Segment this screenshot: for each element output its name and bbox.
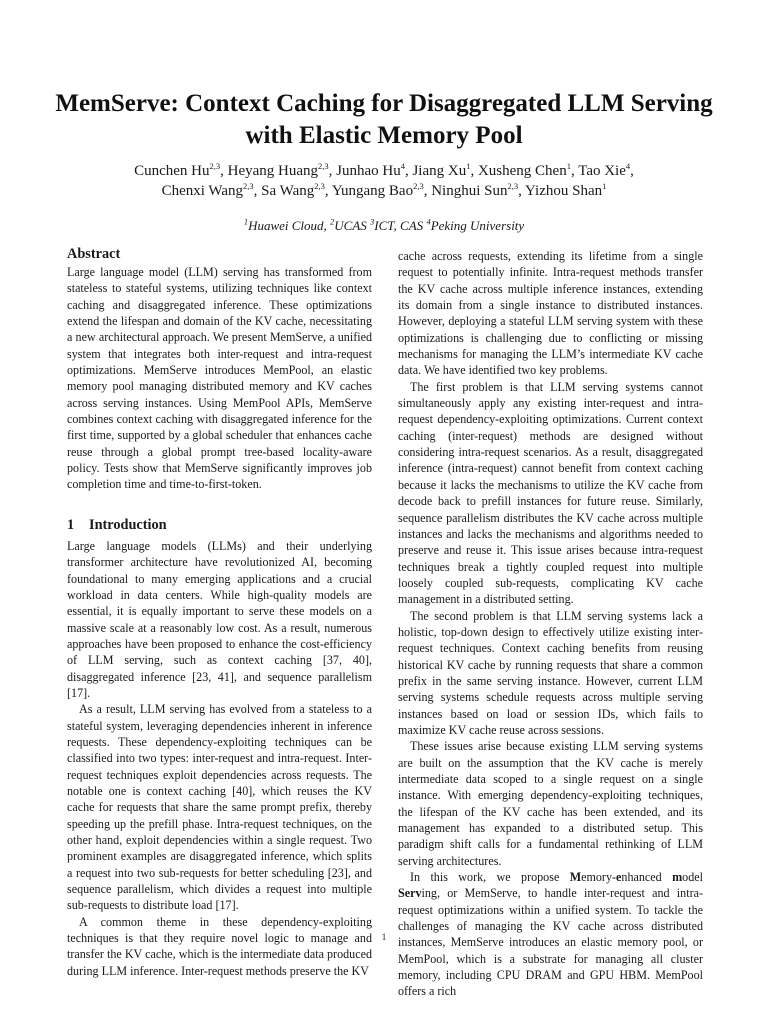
author: Heyang Huang$^{2,3}$, <box>227 161 337 179</box>
affiliation: $^1$Huawei Cloud, <box>243 216 331 233</box>
author: Chenxi Wang$^{2,3}$, <box>161 181 262 199</box>
author: Junhao Hu$^4$, <box>336 161 413 179</box>
body-paragraph: In this work, we propose Memory-enhanced model Serving, or MemServe, to handle inter-request and intra-request optimizations within a unified system. To tackle the challenges of managing the KV cache across distributed instances, MemServe introduces an elastic memory pool, or MemPool, which is a substrate for managing all cluster memory, including CPU DRAM and GPU HBM. MemPool offers a rich <box>398 870 703 999</box>
author: Cunchen Hu$^{2,3}$, <box>134 161 228 179</box>
author: Xusheng Chen$^1$, <box>477 161 579 179</box>
author-line-2 <box>40 181 728 201</box>
author: Tao Xie$^4$, <box>578 161 634 179</box>
abstract-text: Large language model (LLM) serving has transformed from stateless to stateful systems, utilizing techniques like context caching and disaggregated inference. These optimizations extend the lifespan and domain of the KV cache, necessitating a new architectural approach. We present MemServe, a unified system that integrates both inter-request and intra-request optimizations. MemServe introduces MemPool, an elastic memory pool managing distributed memory and KV caches across serving instances. Using MemPool APIs, MemServe combines context caching with disaggregated inference for the first time, supported by a global scheduler that enhances cache reuse through a global prompt tree-based locality-aware policy. Tests show that MemServe significantly improves job completion time and time-to-first-token. <box>67 265 372 492</box>
page-number: 1 <box>381 932 387 942</box>
author: Jiang Xu$^1$, <box>412 161 478 179</box>
author: Yizhou Shan$^1$ <box>525 181 607 199</box>
section-heading-introduction <box>67 516 372 534</box>
author-line-1 <box>40 161 728 181</box>
affiliation: $^3$ICT, CAS <box>370 216 427 233</box>
body-paragraph: These issues arise because existing LLM serving systems are built on the assumption that the KV cache is merely intermediate data scoped to a single request on a single instance. With emerging dependency-exploiting techniques, the lifespan of the KV cache has been extended, and its management has expanded to a distributed setup. This paradigm shift calls for a fundamental rethinking of LLM serving architectures. <box>398 739 703 868</box>
section-title: Introduction <box>89 516 167 533</box>
body-paragraph: Large language models (LLMs) and their underlying transformer architecture have revolutionized AI, becoming foundational to many emerging applications and a crucial workload in data centers. While high-quality models are essential, it is equally important to serve these models on a massive scale at a reasonably low cost. As a result, numerous approaches have been proposed to enhance the cost-efficiency of LLM serving, such as context caching [37, 40], disaggregated inference [23, 41], and sequence parallelism [17]. <box>67 538 372 700</box>
left-column <box>67 245 372 979</box>
body-paragraph: The second problem is that LLM serving systems lack a holistic, top-down design to effectively utilize existing inter-request techniques. Context caching benefits from reusing historical KV cache by running requests that share a common prefix in the same serving instance. However, current LLM serving systems schedule requests across multiple serving instances based on load or session IDs, which fails to maximize KV cache reuse across sessions. <box>398 608 703 737</box>
author-list <box>40 161 728 201</box>
affiliations <box>40 218 728 234</box>
body-paragraph: The first problem is that LLM serving systems cannot simultaneously apply any existing inter-request and intra-request dependency-exploiting optimizations. Current context caching (inter-request) methods are designed without considering intra-request scenarios. As a result, disaggregated inference (intra-request) cannot benefit from context caching because it lacks the mechanisms to utilize the KV cache from decode back to prefill instances for future reuse. Similarly, sequence parallelism distributes the KV cache across multiple instances and lacks the mechanisms and algorithms needed to preserve and reuse it. This issue arises because intra-request techniques break a tightly coupled request into multiple loosely coupled sub-requests, complicating KV cache management in a distributed setting. <box>398 379 703 607</box>
section-number: 1 <box>67 516 75 533</box>
right-column <box>398 248 703 1000</box>
paper-title: MemServe: Context Caching for Disaggregated LLM Serving with Elastic Memory Pool <box>55 90 713 149</box>
body-paragraph: cache across requests, extending its lifetime from a single request to potentially infinite. Intra-request methods transfer the KV cache across multiple inference instances, extending its domain from a single instance to distributed instances. However, deploying a stateful LLM serving system with these optimizations is challenging due to conflicting or missing mechanisms for managing the LLM’s intermediate KV cache data. We have identified two key problems. <box>398 249 703 378</box>
author: Ninghui Sun$^{2,3}$, <box>431 181 526 199</box>
author: Sa Wang$^{2,3}$, <box>261 181 332 199</box>
affiliation: $^4$Peking University <box>426 216 525 233</box>
author: Yungang Bao$^{2,3}$, <box>331 181 432 199</box>
body-paragraph: A common theme in these dependency-exploiting techniques is that they require novel logic to manage and transfer the KV cache, which is the intermediate data produced during LLM inference. Inter-request methods preserve the KV <box>67 914 372 978</box>
abstract-heading: Abstract <box>67 246 121 262</box>
body-paragraph: As a result, LLM serving has evolved from a stateless to a stateful system, leveraging dependencies inherent in inference requests. These dependency-exploiting techniques can be classified into two types: inter-request and intra-request. Inter-request techniques exploit dependencies across requests. The notable one is context caching [40], which reuses the KV cache for requests that share the same prompt prefix, thereby speeding up the prefill phase. Intra-request techniques, on the other hand, exploit dependencies within a single request. Two prominent examples are disaggregated inference, which splits a request into two sub-requests for better scheduling [23], and sequence parallelism, which divides a request into multiple sub-requests to distribute load [17]. <box>67 702 372 913</box>
affiliation: $^2$UCAS <box>330 216 371 233</box>
